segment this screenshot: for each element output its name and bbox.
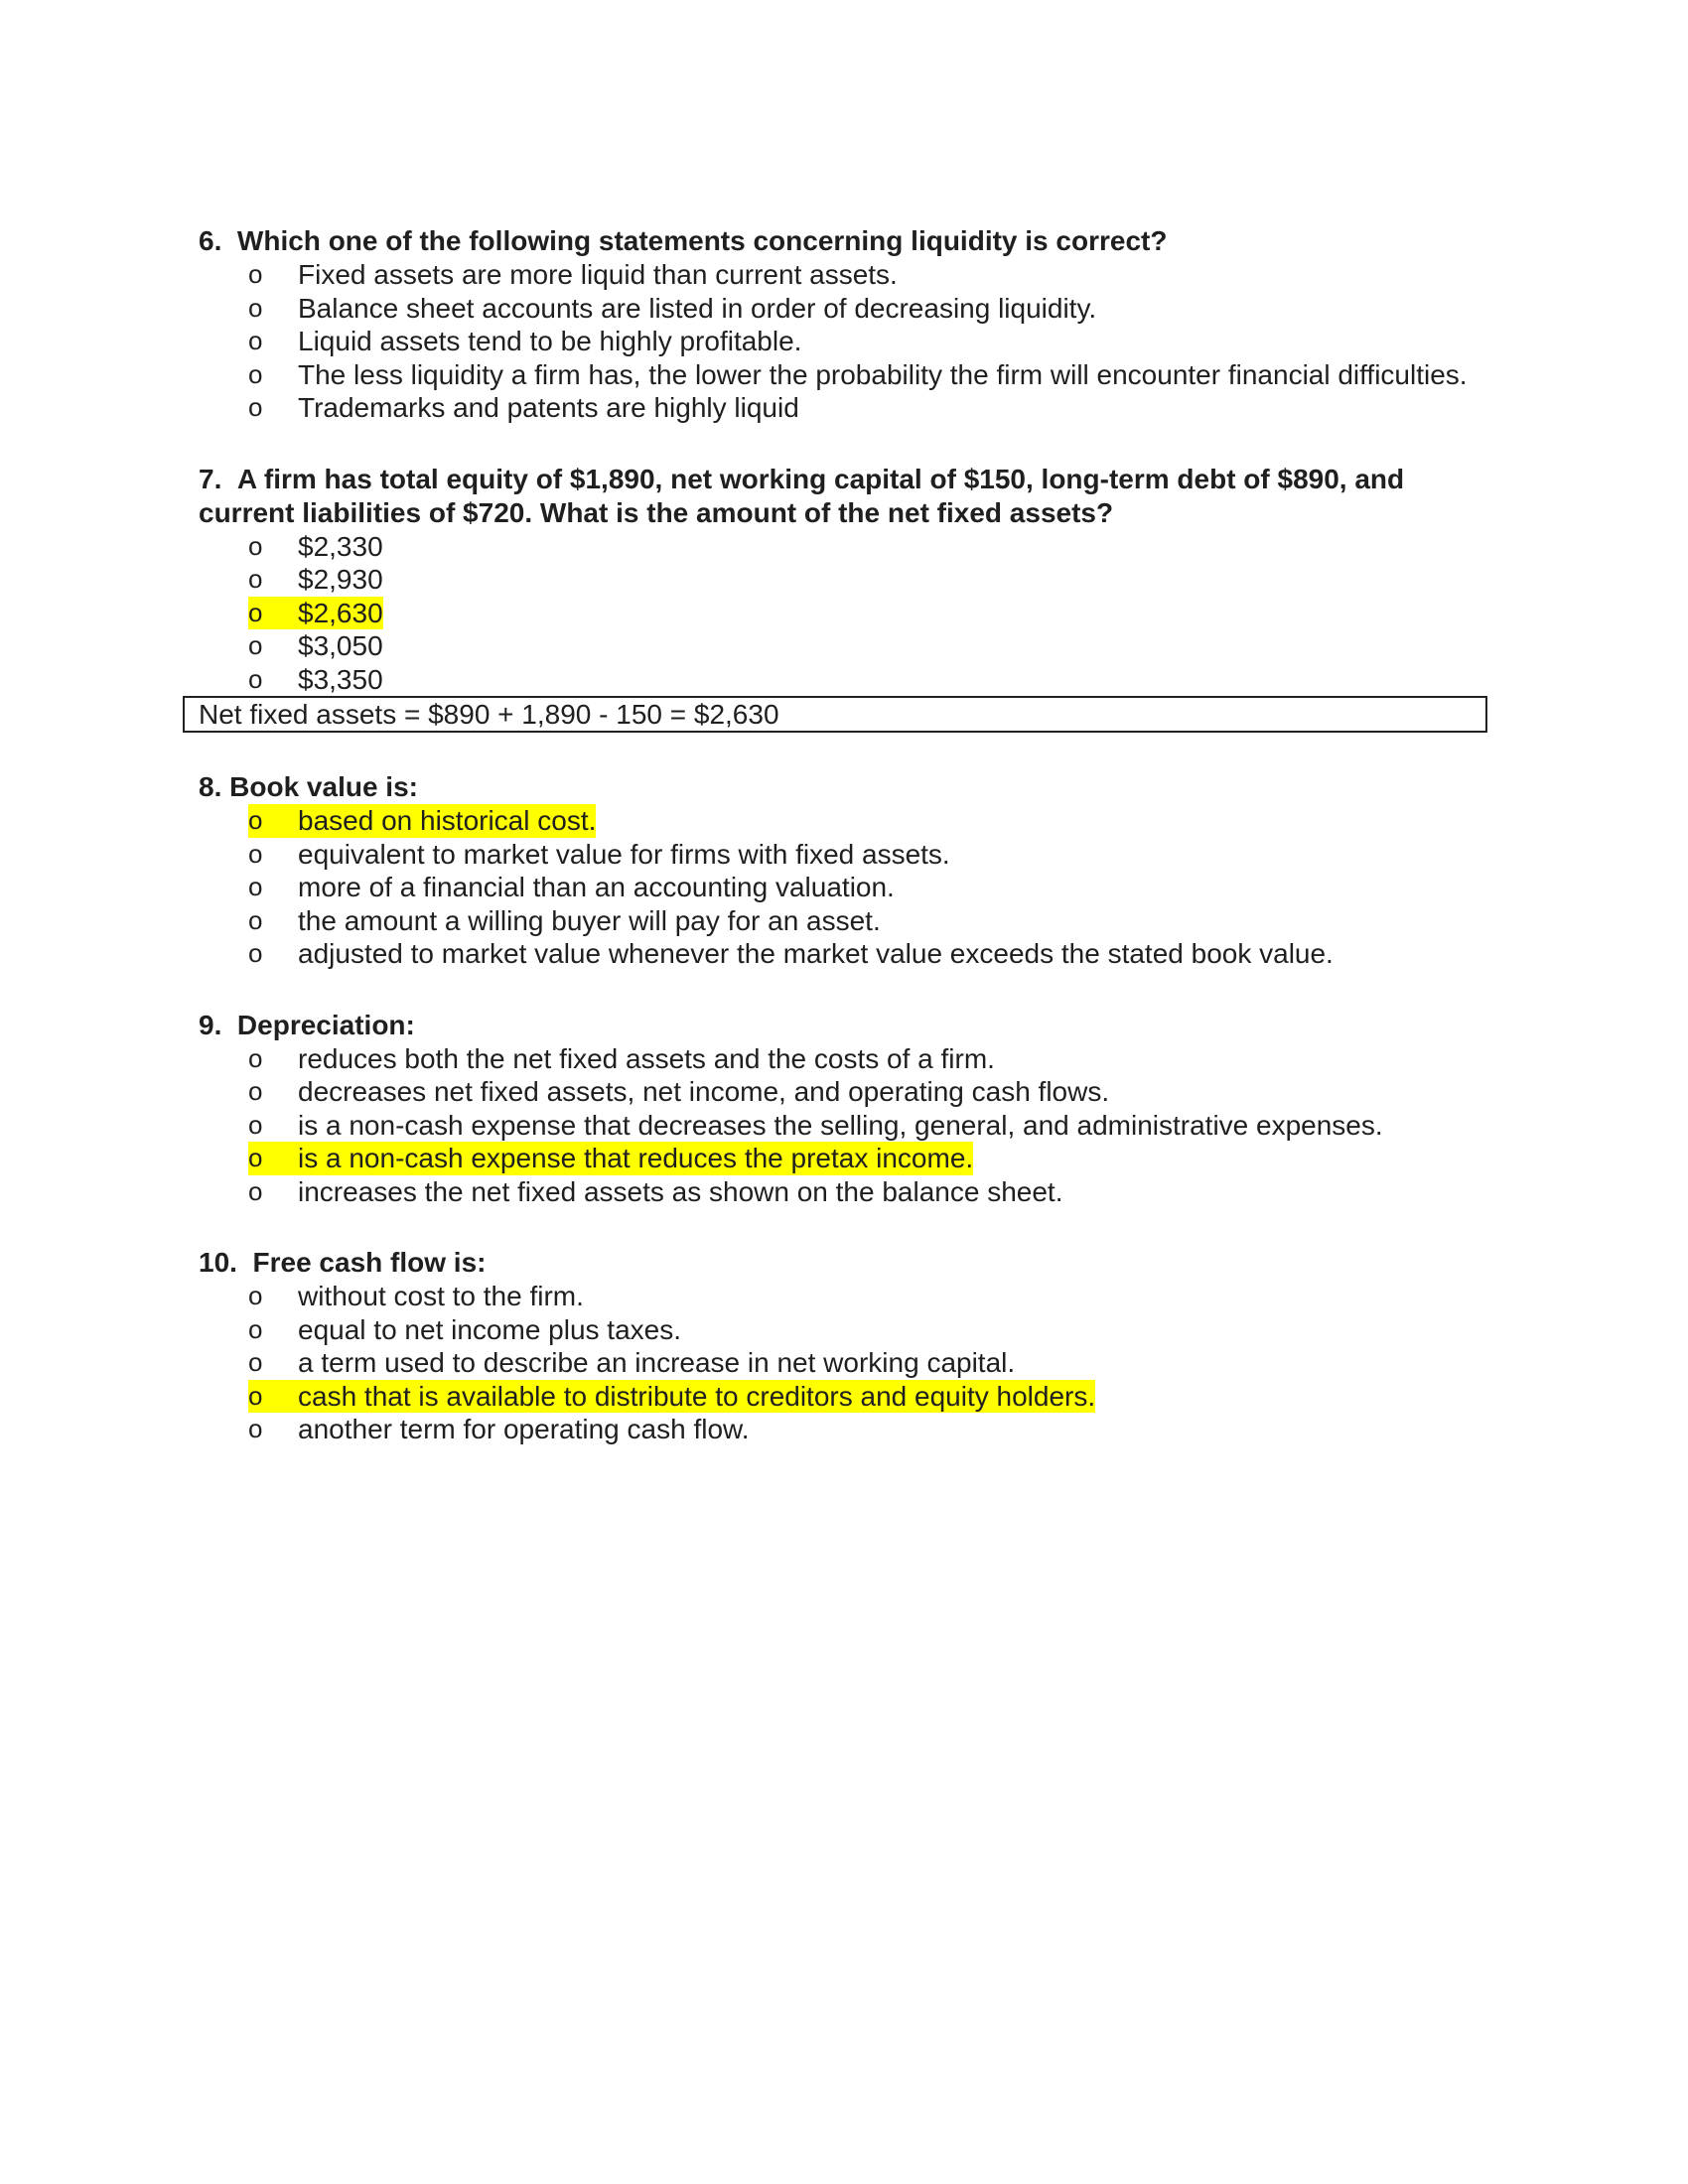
answer-option (199, 563, 1489, 597)
option-text: equivalent to market value for firms with fixed assets. (298, 838, 950, 870)
document-page (199, 224, 1489, 1484)
option-text: equal to net income plus taxes. (298, 1313, 682, 1345)
option-text: is a non-cash expense that decreases the selling, general, and administrative expenses. (298, 1109, 1383, 1141)
question-8 (199, 770, 1489, 971)
option-text: is a non-cash expense that reduces the pretax income. (298, 1143, 974, 1173)
option-text: $2,330 (298, 530, 383, 562)
hollow-circle-bullet-icon: o (248, 1042, 263, 1073)
hollow-circle-bullet-icon: o (248, 663, 263, 694)
option-text: Trademarks and patents are highly liquid (298, 392, 799, 423)
answer-option (199, 258, 1489, 292)
hollow-circle-bullet-icon: o (248, 392, 263, 422)
answer-option (199, 325, 1489, 358)
option-text: $2,930 (298, 564, 383, 595)
hollow-circle-bullet-icon: o (248, 1142, 298, 1175)
answer-option (199, 1413, 1489, 1446)
option-text: adjusted to market value whenever the market value exceeds the stated book value. (298, 938, 1334, 969)
option-text: more of a financial than an accounting valuation. (298, 872, 895, 902)
option-text: based on historical cost. (298, 805, 597, 836)
option-text: Liquid assets tend to be highly profitable. (298, 326, 802, 356)
option-text: $3,050 (298, 630, 383, 661)
hollow-circle-bullet-icon: o (248, 630, 263, 660)
answer-options (199, 258, 1489, 425)
answer-option (199, 871, 1489, 904)
hollow-circle-bullet-icon: o (248, 1175, 263, 1206)
hollow-circle-bullet-icon: o (248, 1109, 263, 1140)
option-text: Fixed assets are more liquid than current assets. (298, 259, 898, 290)
answer-option (199, 1042, 1489, 1076)
hollow-circle-bullet-icon: o (248, 1347, 263, 1377)
question-title (199, 1009, 1489, 1042)
option-text: without cost to the firm. (298, 1281, 584, 1311)
question-number: 7. (199, 463, 222, 494)
option-text: $3,350 (298, 663, 383, 695)
answer-option (199, 838, 1489, 872)
question-number: 8. (199, 771, 222, 802)
question-7 (199, 463, 1489, 734)
answer-options (199, 530, 1489, 697)
hollow-circle-bullet-icon: o (248, 1281, 263, 1310)
question-text: Which one of the following statements concerning liquidity is correct? (236, 225, 1168, 256)
question-10 (199, 1246, 1489, 1446)
question-title (199, 1246, 1489, 1280)
hollow-circle-bullet-icon: o (248, 326, 263, 355)
question-title (199, 224, 1489, 258)
answer-option (199, 292, 1489, 326)
answer-option (199, 530, 1489, 564)
hollow-circle-bullet-icon: o (248, 1380, 298, 1414)
answer-option (199, 1313, 1489, 1347)
answer-option (199, 904, 1489, 938)
answer-options (199, 804, 1489, 971)
hollow-circle-bullet-icon: o (248, 1414, 263, 1443)
hollow-circle-bullet-icon: o (248, 1313, 263, 1344)
answer-option (199, 663, 1489, 697)
question-text: Book value is: (229, 771, 418, 802)
answer-options (199, 1280, 1489, 1446)
hollow-circle-bullet-icon: o (248, 938, 263, 968)
answer-option (199, 1175, 1489, 1209)
question-number: 9. (199, 1009, 222, 1040)
question-number: 10. (199, 1247, 237, 1278)
question-6 (199, 224, 1489, 425)
answer-option-highlighted (199, 597, 1489, 630)
answer-option-highlighted (199, 804, 1489, 838)
answer-option (199, 1109, 1489, 1143)
hollow-circle-bullet-icon: o (248, 358, 263, 389)
hollow-circle-bullet-icon: o (248, 904, 263, 935)
hollow-circle-bullet-icon: o (248, 292, 263, 323)
option-text: reduces both the net fixed assets and the costs of a firm. (298, 1042, 995, 1074)
answer-options (199, 1042, 1489, 1209)
answer-option (199, 391, 1489, 425)
hollow-circle-bullet-icon: o (248, 872, 263, 901)
option-text: the amount a willing buyer will pay for an asset. (298, 904, 881, 936)
question-text: Free cash flow is: (252, 1247, 487, 1278)
answer-option (199, 1346, 1489, 1380)
hollow-circle-bullet-icon: o (248, 259, 263, 289)
option-text: $2,630 (298, 597, 383, 628)
question-9 (199, 1009, 1489, 1209)
option-text: Balance sheet accounts are listed in order of decreasing liquidity. (298, 292, 1097, 324)
question-number: 6. (199, 225, 222, 256)
answer-option (199, 937, 1489, 971)
question-title (199, 463, 1489, 530)
option-text: a term used to describe an increase in net working capital. (298, 1347, 1016, 1378)
answer-option-highlighted (199, 1142, 1489, 1175)
question-text: A firm has total equity of $1,890, net working capital of $150, long-term debt of $890, and current liabilities of $720. What is the amount of the net fixed assets? (199, 463, 1405, 528)
answer-option (199, 629, 1489, 663)
hollow-circle-bullet-icon: o (248, 804, 298, 838)
option-text: cash that is available to distribute to creditors and equity holders. (298, 1380, 1096, 1412)
option-text: another term for operating cash flow. (298, 1414, 750, 1444)
hollow-circle-bullet-icon: o (248, 597, 298, 630)
answer-explanation-box: Net fixed assets = $890 + 1,890 - 150 = $2,630 (183, 696, 1487, 733)
question-text: Depreciation: (236, 1009, 415, 1040)
question-title (199, 770, 1489, 804)
hollow-circle-bullet-icon: o (248, 1076, 263, 1106)
answer-option (199, 1075, 1489, 1109)
answer-option-highlighted (199, 1380, 1489, 1414)
answer-option (199, 358, 1489, 392)
hollow-circle-bullet-icon: o (248, 530, 263, 561)
option-text: decreases net fixed assets, net income, and operating cash flows. (298, 1076, 1110, 1107)
hollow-circle-bullet-icon: o (248, 838, 263, 869)
option-text: increases the net fixed assets as shown on the balance sheet. (298, 1175, 1063, 1207)
answer-option (199, 1280, 1489, 1313)
option-text: The less liquidity a firm has, the lower the probability the firm will encounter financial difficulties. (298, 358, 1468, 390)
hollow-circle-bullet-icon: o (248, 564, 263, 594)
